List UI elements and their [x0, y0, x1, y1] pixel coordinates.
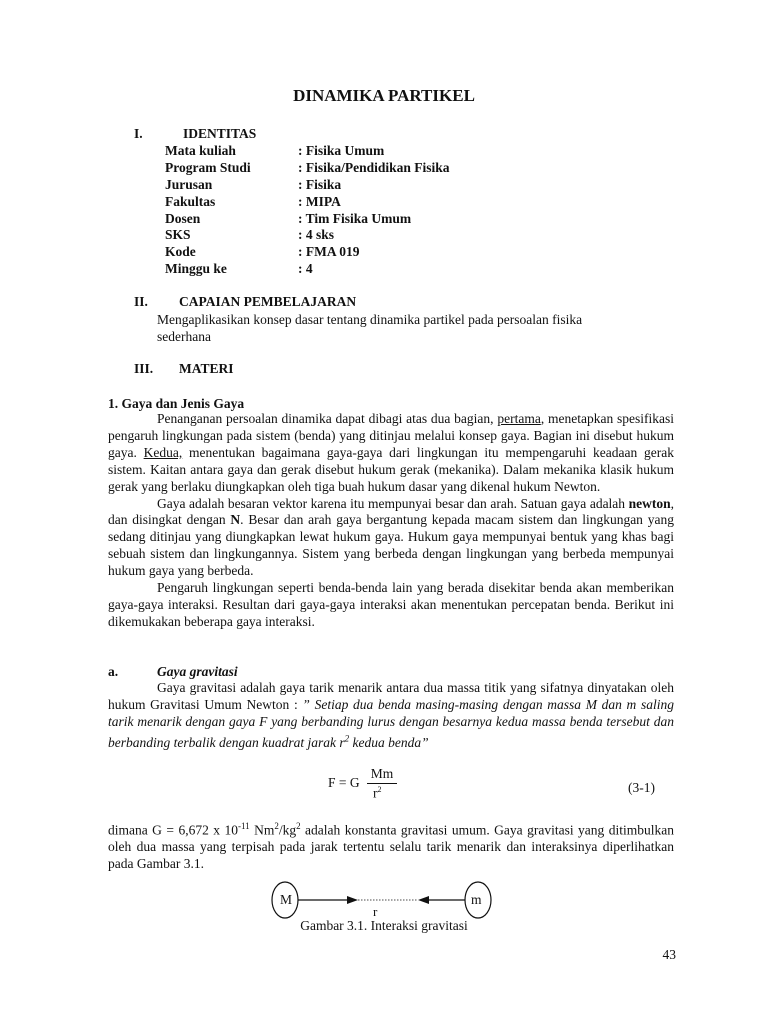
paragraph: Pengaruh lingkungan seperti benda-benda lain yang berada disekitar benda akan memberikan gaya-gaya interaksi. Resultan dari gaya-gaya interaksi akan menentukan percepatan benda. Berikut ini dikemukakan beberapa gaya interaksi. — [108, 580, 674, 629]
figure-caption: Gambar 3.1. Interaksi gravitasi — [300, 918, 468, 933]
section-1-number: I. — [134, 126, 143, 141]
equation-numerator: Mm — [370, 766, 394, 781]
learning-outcome-line-2: sederhana — [157, 329, 211, 344]
equation-3-1 — [0, 765, 768, 805]
underlined-term: pertama — [497, 411, 541, 426]
subsection-a-heading: Gaya gravitasi — [157, 664, 238, 679]
equation-lhs: F = G — [328, 775, 360, 790]
newton-law-quote: ” Setiap dua benda masing-masing dengan massa M dan m saling tarik menarik dengan gaya F yang berbanding lurus dengan besarnya kedua massa benda tersebut dan berbanding terbalik dengan kuadrat jarak $r^2$ kedua benda” — [108, 696, 674, 751]
document-title: DINAMIKA PARTIKEL — [293, 86, 475, 105]
identity-value: : Tim Fisika Umum — [298, 210, 412, 226]
page-number: 43 — [662, 947, 676, 962]
identity-key: Program Studi — [165, 159, 251, 175]
identity-key: SKS — [165, 227, 191, 243]
mass-m-label: m — [471, 892, 482, 907]
subsection-a-label: a. — [108, 664, 119, 679]
identity-key: Dosen — [165, 210, 201, 226]
identity-key: Minggu ke — [165, 261, 227, 277]
identity-value: : 4 — [298, 261, 313, 277]
identity-key: Mata kuliah — [165, 143, 236, 158]
distance-label: r — [373, 904, 378, 919]
section-2-heading: CAPAIAN PEMBELAJARAN — [179, 294, 357, 309]
identity-value: : 4 sks — [298, 227, 335, 243]
section-2-number: II. — [134, 294, 148, 309]
fraction-bar — [367, 783, 397, 784]
section-3-heading: MATERI — [179, 361, 234, 376]
section-1-heading: IDENTITAS — [183, 126, 257, 141]
identity-value: : MIPA — [298, 193, 341, 209]
paragraph: Gaya gravitasi adalah gaya tarik menarik antara dua massa titik yang sifatnya dinyatakan oleh hukum Gravitasi Umum Newton : ” Setiap dua benda masing-masing dengan massa M dan m saling tarik menarik dengan gaya F yang berbanding lurus dengan besarnya kedua massa benda tersebut dan berbanding terbalik dengan kuadrat jarak $r^2$ kedua benda” — [108, 680, 674, 751]
equation-denominator: $r^2$ — [373, 785, 382, 801]
subsection-heading: 1. Gaya dan Jenis Gaya — [108, 396, 245, 411]
equation-label: (3-1) — [628, 780, 655, 795]
identity-value: : Fisika Umum — [298, 143, 385, 158]
bold-term: N — [230, 512, 241, 528]
underlined-term: Kedua, — [143, 444, 183, 460]
paragraph: dimana G = 6,672 x $10^{-11}$ $Nm^2/kg^2$ adalah konstanta gravitasi umum. Gaya gravitasi yang ditimbulkan oleh dua massa yang terpisah pada jarak tertentu selalu tarik menarik dan interaksinya diperlihatkan pada Gambar 3.1. — [108, 821, 674, 872]
identity-value: : FMA 019 — [298, 244, 360, 260]
gravity-constant-block — [108, 818, 674, 873]
paragraph: Penanganan persoalan dinamika dapat dibagi atas dua bagian, pertama, menetapkan spesifikasi pengaruh lingkungan pada sistem (benda) yang ditinjau melalui konsep gaya. Bagian ini disebut hukum gaya. Kedua, menentukan bagaimana gaya-gaya dari lingkungan itu mempengaruhi keadaan gerak sistem. Kaitan antara gaya dan gerak disebut hukum gerak (mekanika). Dalam mekanika klasik hukum gerak yang berlaku diungkapkan oleh tiga buah hukum dasar yang dikenal hukum Newton. — [108, 411, 674, 494]
identity-key: Jurusan — [165, 176, 213, 192]
identity-value: : Fisika/Pendidikan Fisika — [298, 159, 450, 175]
identity-key: Kode — [165, 244, 196, 260]
section-3-number: III. — [134, 361, 154, 376]
paragraph: Gaya adalah besaran vektor karena itu mempunyai besar dan arah. Satuan gaya adalah newton, dan disingkat dengan N. Besar dan arah gaya bergantung kepada macam sistem dan lingkungan yang sedang ditinjau yang diungkapkan lewat hukum gaya. Hukum gaya mempunyai bentuk yang khas bagi sebuah sistem dan lingkungannya. Sistem yang berbeda dengan lingkungan yang berbeda mempunyai hukum gaya yang berbeda. — [108, 495, 674, 579]
arrow-head-right — [347, 896, 358, 904]
identity-value: : Fisika — [298, 176, 342, 192]
gravity-text-block — [108, 680, 674, 752]
learning-outcome-line-1: Mengaplikasikan konsep dasar tentang dinamika partikel pada persoalan fisika — [157, 312, 583, 327]
body-text-block — [108, 411, 674, 631]
arrow-head-left — [418, 896, 429, 904]
identity-key: Fakultas — [165, 193, 216, 209]
mass-M-label: M — [280, 892, 293, 907]
bold-term: newton — [628, 495, 671, 511]
